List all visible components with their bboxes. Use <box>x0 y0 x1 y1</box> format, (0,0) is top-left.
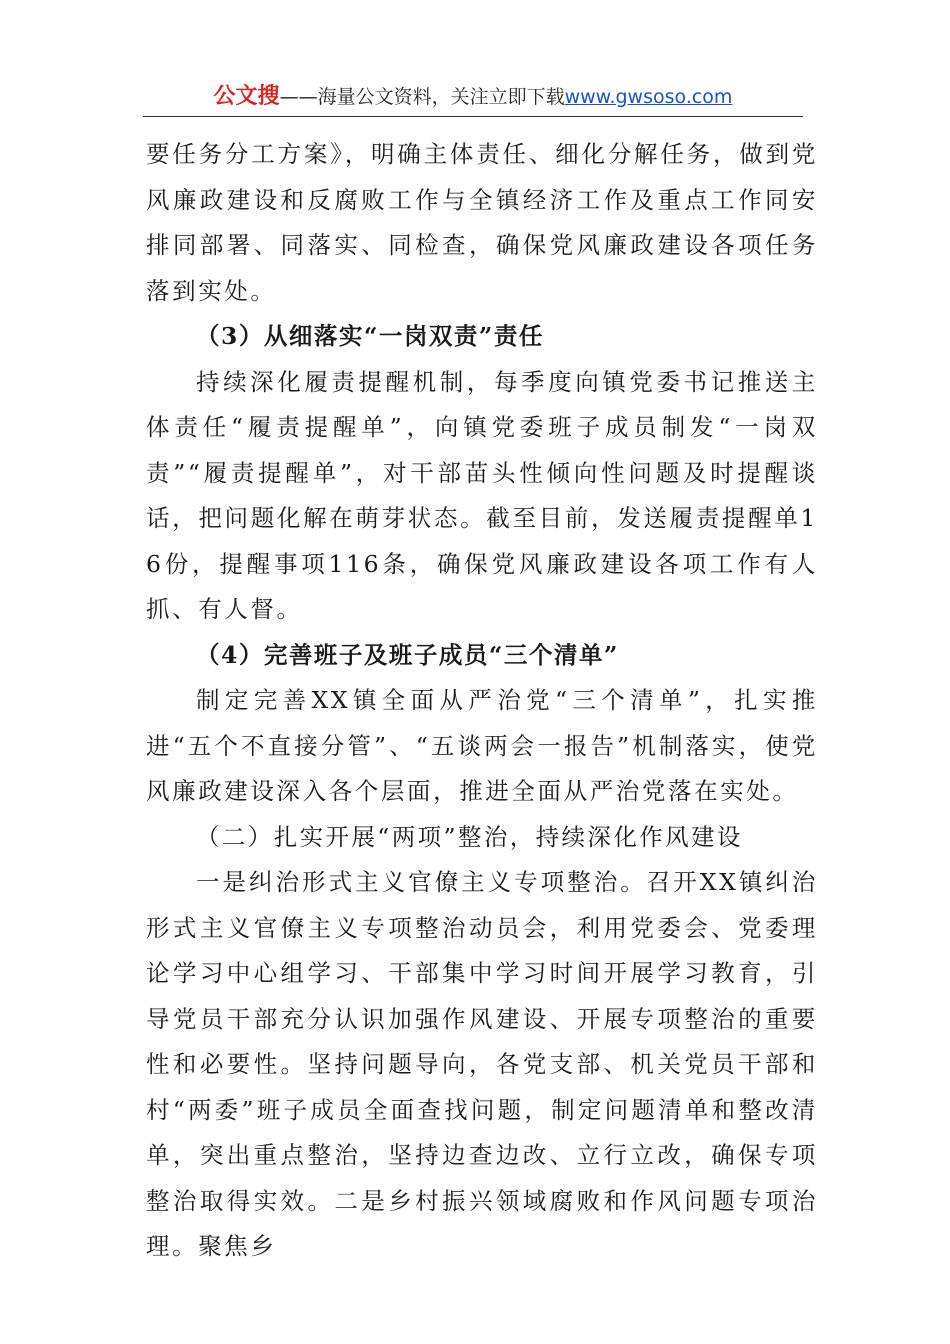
section-heading-3: （3）从细落实“一岗双责”责任 <box>196 322 544 350</box>
section-heading-two: （二）扎实开展“两项”整治，持续深化作风建设 <box>196 822 743 851</box>
page-header <box>143 80 803 114</box>
brand-logo-text: 公文搜 <box>213 84 280 109</box>
header-divider <box>143 116 803 117</box>
site-link[interactable]: www.gwsoso.com <box>564 86 733 108</box>
section-heading-4: （4）完善班子及班子成员“三个清单” <box>196 640 619 669</box>
paragraph-3: 制定完善XX镇全面从严治党“三个清单”，扎实推进“五个不直接分管”、“五谈两会一报告”机制落实，使党风廉政建设深入各个层面，推进全面从严治党落在实处。 <box>146 686 818 805</box>
document-body <box>146 132 818 1270</box>
paragraph-2: 持续深化履责提醒机制，每季度向镇党委书记推送主体责任“履责提醒单”，向镇党委班子成员制发“一岗双责”“履责提醒单”，对干部苗头性倾向性问题及时提醒谈话，把问题化解在萌芽状态。截至目前，发送履责提醒单16份，提醒事项116条，确保党风廉政建设各项工作有人抓、有人督。 <box>146 367 818 623</box>
paragraph-4: 一是纠治形式主义官僚主义专项整治。召开XX镇纠治形式主义官僚主义专项整治动员会，利用党委会、党委理论学习中心组学习、干部集中学习时间开展学习教育，引导党员干部充分认识加强作风建设、开展专项整治的重要性和必要性。坚持问题导向，各党支部、机关党员干部和村“两委”班子成员全面查找问题，制定问题清单和整改清单，突出重点整治，坚持边查边改、立行立改，确保专项整治取得实效。二是乡村振兴领域腐败和作风问题专项治理。聚焦乡 <box>146 868 818 1260</box>
header-tagline: ——海量公文资料，关注立即下载 <box>279 86 565 108</box>
paragraph-1: 要任务分工方案》，明确主体责任、细化分解任务，做到党风廉政建设和反腐败工作与全镇经济工作及重点工作同安排同部署、同落实、同检查，确保党风廉政建设各项任务落到实处。 <box>146 140 818 305</box>
